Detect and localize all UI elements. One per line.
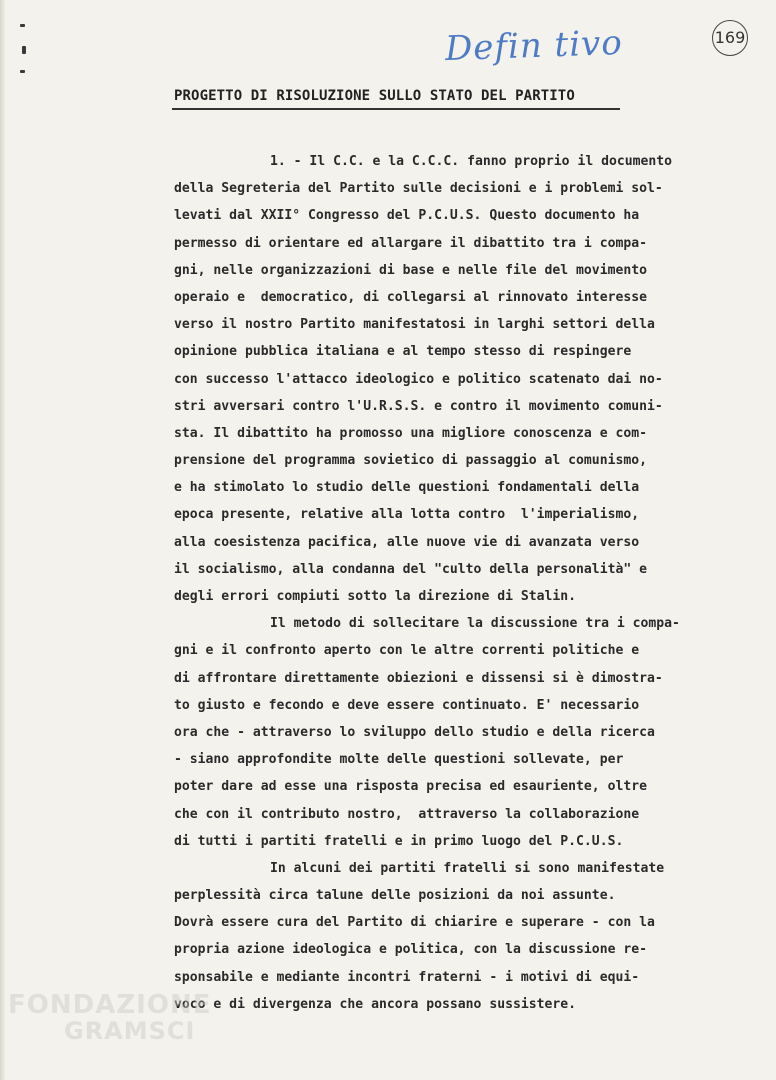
handwritten-note: Defin tivo: [444, 22, 624, 70]
text-line: opinione pubblica italiana e al tempo stesso di respingere: [174, 344, 632, 360]
text-line: Dovrà essere cura del Partito di chiarire e superare - con la: [174, 915, 655, 931]
text-line: gni, nelle organizzazioni di base e nelle file del movimento: [174, 262, 647, 278]
binding-mark: [22, 46, 26, 54]
text-line: che con il contributo nostro, attraverso la collaborazione: [174, 806, 640, 822]
text-line: con successo l'attacco ideologico e politico scatenato dai no-: [174, 371, 663, 387]
text-line: poter dare ad esse una risposta precisa ed esauriente, oltre: [174, 779, 647, 795]
document-body: [174, 148, 754, 1018]
watermark-line: FONDAZIONE: [8, 990, 212, 1020]
text-line: gni e il confronto aperto con le altre correnti politiche e: [174, 643, 640, 659]
text-line: levati dal XXII° Congresso del P.C.U.S. Questo documento ha: [174, 208, 640, 224]
text-line: degli errori compiuti sotto la direzione di Stalin.: [174, 589, 577, 604]
text-line: In alcuni dei partiti fratelli si sono manifestate: [270, 860, 665, 876]
text-line: propria azione ideologica e politica, con la discussione re-: [174, 942, 647, 958]
text-line: voco e di divergenza che ancora possano sussistere.: [174, 996, 577, 1012]
text-line: della Segreteria del Partito sulle decisioni e i problemi sol-: [174, 181, 663, 197]
text-line: epoca presente, relative alla lotta contro l'imperialismo,: [174, 507, 640, 523]
title-underline: [172, 108, 620, 110]
page-left-edge: [0, 0, 6, 1080]
binding-mark: [20, 70, 25, 73]
page-number-circle: 169: [712, 20, 748, 56]
text-line: permesso di orientare ed allargare il dibattito tra i compa-: [174, 235, 647, 251]
document-title: PROGETTO DI RISOLUZIONE SULLO STATO DEL PARTITO: [174, 88, 575, 104]
binding-holes: [20, 24, 32, 78]
text-line: ora che - attraverso lo sviluppo dello studio e della ricerca: [174, 724, 655, 740]
text-line: stri avversari contro l'U.R.S.S. e contro il movimento comuni-: [174, 398, 663, 414]
text-line: - siano approfondite molte delle questioni sollevate, per: [174, 752, 624, 768]
text-line: prensione del programma sovietico di passaggio al comunismo,: [174, 453, 647, 469]
text-line: Il metodo di sollecitare la discussione tra i compa-: [270, 616, 680, 632]
text-line: di affrontare direttamente obiezioni e dissensi si è dimostra-: [174, 670, 663, 686]
text-line: alla coesistenza pacifica, alle nuove vie di avanzata verso: [174, 534, 640, 550]
text-line: perplessità circa talune delle posizioni da noi assunte.: [174, 888, 616, 904]
text-line: verso il nostro Partito manifestatosi in larghi settori della: [174, 317, 655, 333]
text-line: to giusto e fecondo e deve essere continuato. E' necessario: [174, 697, 640, 713]
text-line: operaio e democratico, di collegarsi al rinnovato interesse: [174, 289, 647, 305]
watermark-line: GRAMSCI: [64, 1017, 196, 1045]
text-line: il socialismo, alla condanna del "culto della personalità" e: [174, 561, 647, 577]
archive-watermark: [8, 992, 211, 1044]
text-line: e ha stimolato lo studio delle questioni fondamentali della: [174, 480, 640, 496]
binding-mark: [20, 24, 25, 27]
text-line: sponsabile e mediante incontri fraterni - i motivi di equi-: [174, 969, 640, 985]
text-line: di tutti i partiti fratelli e in primo luogo del P.C.U.S.: [174, 833, 624, 849]
text-line: sta. Il dibattito ha promosso una migliore conoscenza e com-: [174, 425, 647, 441]
text-line: 1. - Il C.C. e la C.C.C. fanno proprio il documento: [270, 154, 673, 169]
